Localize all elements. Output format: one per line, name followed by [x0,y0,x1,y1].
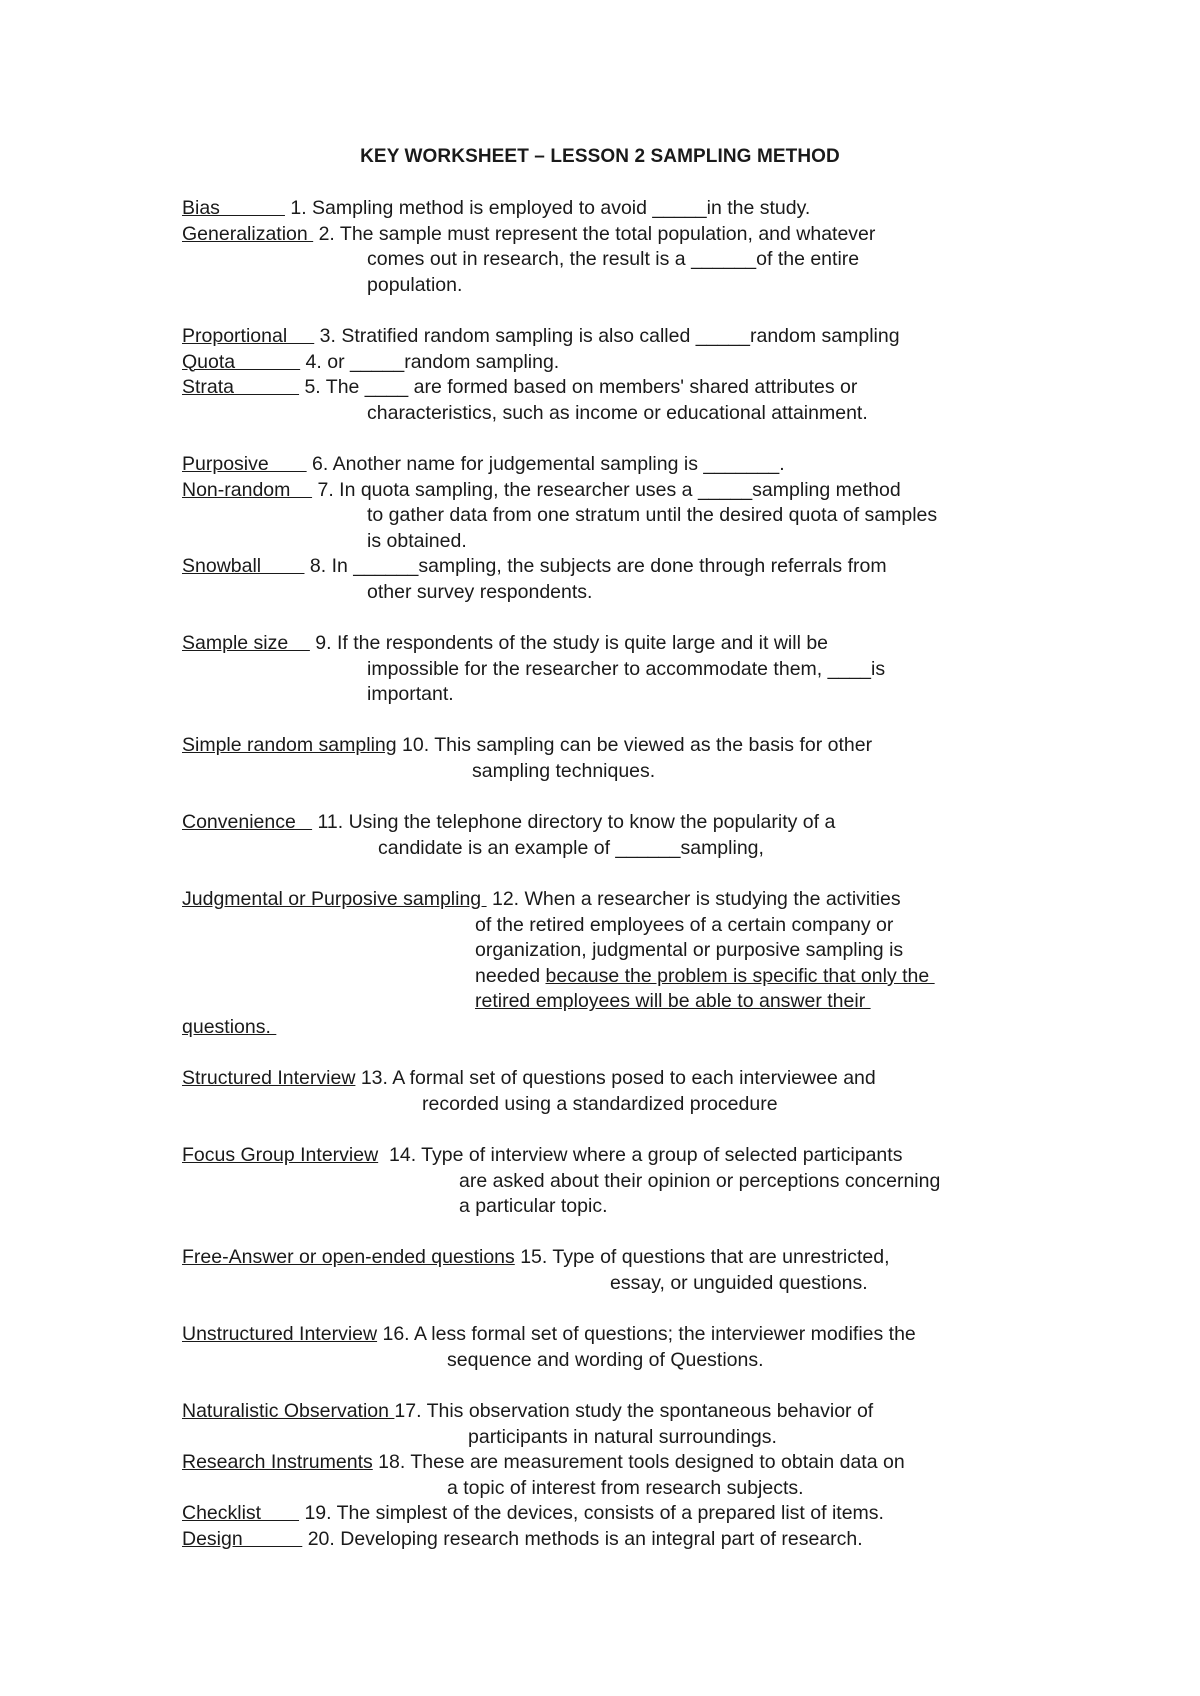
answer: Convenience [182,811,313,834]
question-line: 10. This sampling can be viewed as the basis for other [396,734,873,757]
question-line-text: needed [475,964,546,987]
question-line: impossible for the researcher to accommodate them, ____is [367,657,886,680]
question-line: 11. Using the telephone directory to know the popularity of a [312,811,836,834]
question-line: essay, or unguided questions. [610,1271,868,1294]
item-10 [182,733,1062,784]
answer: Non-random [182,478,313,501]
question-line: organization, judgmental or purposive sampling is [475,939,904,962]
answer: Checklist [182,1502,300,1525]
item-1 [182,196,1062,222]
question-line: of the retired employees of a certain company or [475,913,894,936]
question-line: 16. A less formal set of questions; the interviewer modifies the [377,1323,916,1346]
answer: Strata [182,376,300,399]
question-line [182,1015,1062,1041]
question-line: 19. The simplest of the devices, consists of a prepared list of items. [299,1502,884,1525]
question-line: 3. Stratified random sampling is also called _____random sampling [314,324,900,347]
question-line: 5. The ____ are formed based on members' shared attributes or [299,376,858,399]
item-9 [182,631,1062,708]
answer: Unstructured Interview [182,1323,378,1346]
item-15 [182,1245,1062,1296]
underlined-reason: retired employees will be able to answer their [475,990,871,1013]
item-5 [182,375,1062,426]
worksheet-body [182,196,1062,1552]
question-line: 12. When a researcher is studying the activities [486,888,901,911]
question-line: 18. These are measurement tools designed to obtain data on [372,1451,905,1474]
item-17 [182,1399,1062,1450]
question-line: 6. Another name for judgemental sampling is _______. [306,452,785,475]
item-12 [182,887,1062,1041]
answer: Design [182,1527,303,1550]
item-11 [182,810,1062,861]
question-line: 13. A formal set of questions posed to each interviewee and [355,1067,876,1090]
question-line: 4. or _____random sampling. [300,350,560,373]
question-line: sampling techniques. [472,760,656,783]
answer: Simple random sampling [182,734,397,757]
answer: Structured Interview [182,1067,356,1090]
answer: Focus Group Interview [182,1143,379,1166]
item-8 [182,554,1062,605]
question-line [182,989,1062,1015]
answer: Snowball [182,555,305,578]
answer: Research Instruments [182,1451,373,1474]
item-13 [182,1066,1062,1117]
question-line: recorded using a standardized procedure [422,1092,778,1115]
item-18 [182,1450,1062,1501]
question-line: sequence and wording of Questions. [447,1348,764,1371]
answer: Naturalistic Observation [182,1399,395,1422]
answer: Sample size [182,632,310,655]
underlined-reason: because the problem is specific that only the [545,964,935,987]
question-line [182,964,1062,990]
item-19 [182,1501,1062,1527]
item-16 [182,1322,1062,1373]
question-line: 20. Developing research methods is an integral part of research. [302,1527,863,1550]
question-line: population. [367,273,463,296]
question-line: 8. In ______sampling, the subjects are done through referrals from [304,555,887,578]
answer: Bias [182,197,285,219]
question-line: comes out in research, the result is a ______of the entire [367,248,860,271]
question-line: 15. Type of questions that are unrestricted, [514,1246,890,1269]
item-3 [182,324,1062,350]
question-line: 1. Sampling method is employed to avoid _____in the study. [284,197,811,219]
question-line: 2. The sample must represent the total population, and whatever [313,222,876,245]
answer: Generalization [182,222,314,245]
answer: Purposive [182,452,307,475]
question-line: 9. If the respondents of the study is quite large and it will be [309,632,829,655]
question-line: 7. In quota sampling, the researcher uses a _____sampling method [312,478,901,501]
item-2 [182,222,1062,299]
question-line: are asked about their opinion or perceptions concerning [459,1169,941,1192]
item-20 [182,1527,1062,1553]
question-line: participants in natural surroundings. [468,1425,777,1448]
item-4 [182,350,1062,376]
question-line: other survey respondents. [367,580,593,603]
question-line: candidate is an example of ______sampling, [378,836,764,859]
answer: Free-Answer or open-ended questions [182,1246,515,1269]
page-title: KEY WORKSHEET – LESSON 2 SAMPLING METHOD [360,146,840,167]
item-14 [182,1143,1062,1220]
question-line: to gather data from one stratum until the desired quota of samples [367,504,938,527]
answer: Proportional [182,324,315,347]
underlined-reason: questions. [182,1016,277,1038]
question-line: characteristics, such as income or educational attainment. [367,401,868,424]
question-line: 14. Type of interview where a group of selected participants [378,1143,903,1166]
item-7 [182,478,1062,555]
question-line: important. [367,683,454,706]
item-6 [182,452,1062,478]
question-line: a particular topic. [459,1195,608,1218]
answer: Quota [182,350,301,373]
question-line: a topic of interest from research subjects. [447,1476,804,1499]
question-line: is obtained. [367,529,467,552]
answer: Judgmental or Purposive sampling [182,888,487,911]
question-line: 17. This observation study the spontaneous behavior of [394,1399,874,1422]
